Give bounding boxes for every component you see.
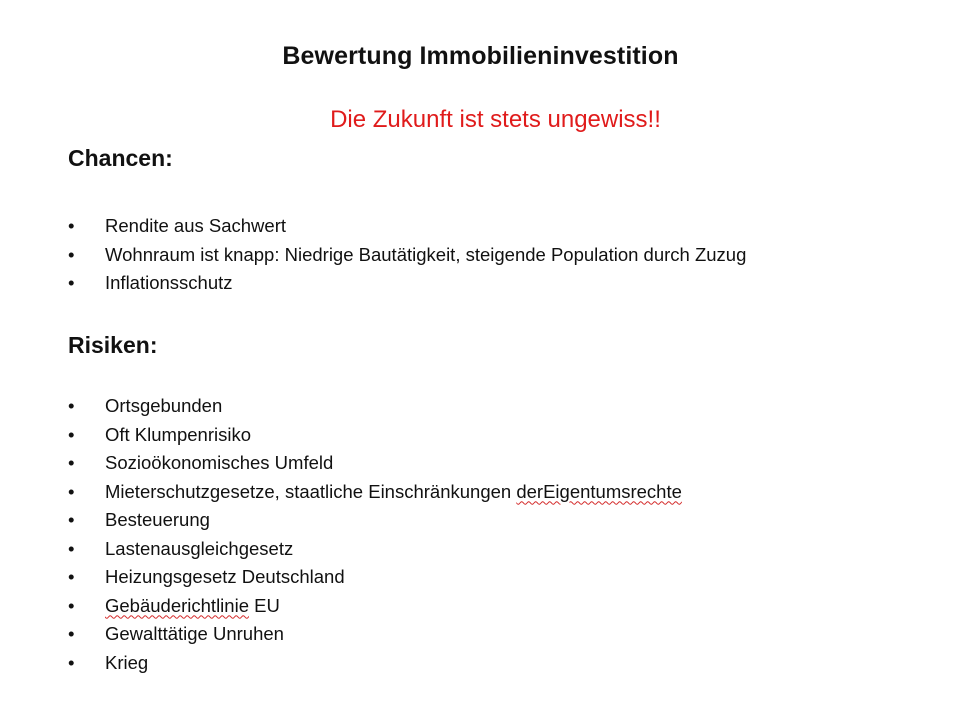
bullet-icon: • <box>68 480 75 502</box>
bullet-icon: • <box>68 594 75 616</box>
bullet-icon: • <box>68 272 75 293</box>
bullet-icon: • <box>68 537 75 559</box>
slide-subtitle: Die Zukunft ist stets ungewiss!! <box>330 106 661 133</box>
bullet-icon: • <box>68 243 75 265</box>
bullet-icon: • <box>68 452 75 473</box>
bullet-icon: • <box>68 566 75 587</box>
bullet-icon: • <box>68 423 75 445</box>
chancen-heading: Chancen: <box>68 145 173 171</box>
misspelled-word: Gebäuderichtlinie <box>105 594 249 616</box>
bullet-icon: • <box>68 623 75 644</box>
bullet-icon: • <box>68 651 75 673</box>
misspelled-word: derEigentumsrechte <box>516 480 682 502</box>
list-item-text: Mieterschutzgesetze, staatliche Einschränkungen <box>105 480 517 502</box>
bullet-icon: • <box>68 395 75 416</box>
risiken-heading: Risiken: <box>68 332 158 358</box>
slide-title: Bewertung Immobilieninvestition <box>282 42 679 70</box>
bullet-icon: • <box>68 509 75 530</box>
bullet-icon: • <box>68 215 75 236</box>
list-item-text: EU <box>248 594 280 616</box>
